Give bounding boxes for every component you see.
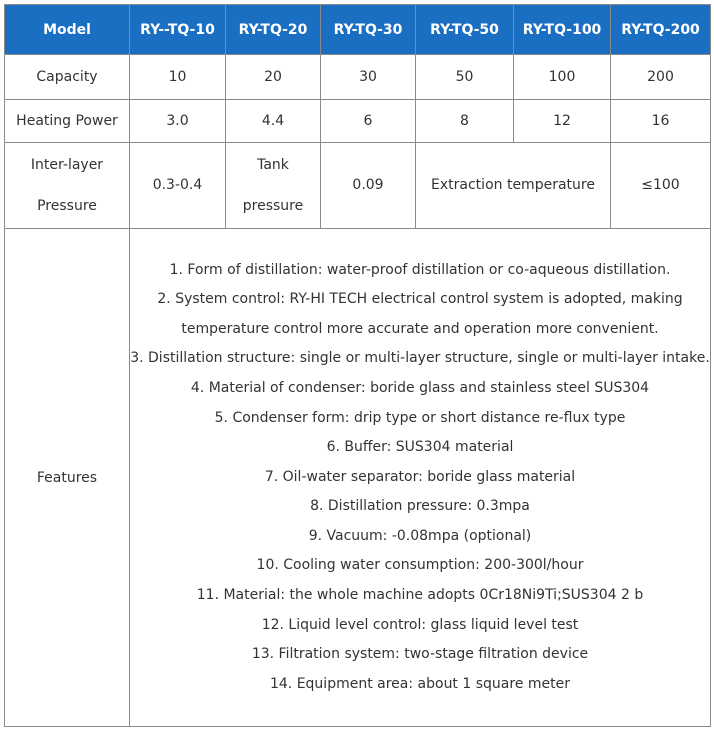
heating-power-value: 3.0: [130, 100, 226, 143]
list-item: 10. Cooling water consumption: 200-300l/hour: [256, 557, 584, 574]
list-item: 11. Material: the whole machine adopts 0Cr18Ni9Ti;SUS304 2 b: [196, 587, 644, 604]
features-row: [5, 229, 711, 727]
heating-power-value: 12: [514, 100, 611, 143]
capacity-value: 10: [130, 55, 226, 100]
heating-power-value: 4.4: [226, 100, 321, 143]
list-item: 2. System control: RY-HI TECH electrical control system is adopted, making: [157, 291, 683, 308]
capacity-value: 100: [514, 55, 611, 100]
heating-power-value: 16: [611, 100, 711, 143]
capacity-value: 20: [226, 55, 321, 100]
extraction-temperature-value: ≤100: [611, 143, 711, 229]
list-item: 4. Material of condenser: boride glass and stainless steel SUS304: [190, 379, 650, 396]
capacity-value: 200: [611, 55, 711, 100]
heating-power-value: 8: [416, 100, 514, 143]
inter-layer-row: [5, 143, 711, 229]
header-ry-tq-10: RY--TQ-10: [130, 5, 226, 55]
list-item: 3. Distillation structure: single or multi-layer structure, single or multi-layer intake.: [130, 350, 710, 367]
heating-power-value: 6: [321, 100, 416, 143]
list-item: 13. Filtration system: two-stage filtration device: [251, 646, 589, 663]
tank-pressure-value: 0.09: [321, 143, 416, 229]
features-list: [130, 229, 711, 727]
list-item: 1. Form of distillation: water-proof distillation or co-aqueous distillation.: [169, 261, 671, 278]
tank-pressure-label: [226, 143, 321, 229]
inter-layer-label-line2: Pressure: [37, 197, 97, 214]
header-ry-tq-200: RY-TQ-200: [611, 5, 711, 55]
capacity-label: Capacity: [5, 55, 130, 100]
header-ry-tq-100: RY-TQ-100: [514, 5, 611, 55]
inter-layer-pressure-label: [5, 143, 130, 229]
list-item: 7. Oil-water separator: boride glass material: [264, 468, 576, 485]
spec-table: [4, 4, 711, 727]
header-ry-tq-50: RY-TQ-50: [416, 5, 514, 55]
heating-power-label: Heating Power: [5, 100, 130, 143]
header-ry-tq-20: RY-TQ-20: [226, 5, 321, 55]
list-item: 12. Liquid level control: glass liquid level test: [261, 616, 579, 633]
list-item: 5. Condenser form: drip type or short distance re-flux type: [214, 409, 626, 426]
extraction-temperature-label: Extraction temperature: [416, 143, 611, 229]
list-item: 6. Buffer: SUS304 material: [326, 439, 514, 456]
list-item: temperature control more accurate and operation more convenient.: [181, 320, 659, 337]
header-ry-tq-30: RY-TQ-30: [321, 5, 416, 55]
tank-pressure-label-line1: Tank: [257, 156, 289, 173]
header-model: Model: [5, 5, 130, 55]
capacity-value: 50: [416, 55, 514, 100]
header-row: [5, 5, 711, 55]
heating-power-row: [5, 100, 711, 143]
list-item: 9. Vacuum: -0.08mpa (optional): [308, 527, 532, 544]
capacity-row: [5, 55, 711, 100]
inter-layer-label-line1: Inter-layer: [30, 156, 104, 173]
inter-layer-pressure-value: 0.3-0.4: [130, 143, 226, 229]
capacity-value: 30: [321, 55, 416, 100]
tank-pressure-label-line2: pressure: [242, 197, 304, 214]
list-item: 14. Equipment area: about 1 square meter: [269, 675, 570, 692]
list-item: 8. Distillation pressure: 0.3mpa: [310, 498, 530, 515]
features-label: Features: [5, 229, 130, 727]
